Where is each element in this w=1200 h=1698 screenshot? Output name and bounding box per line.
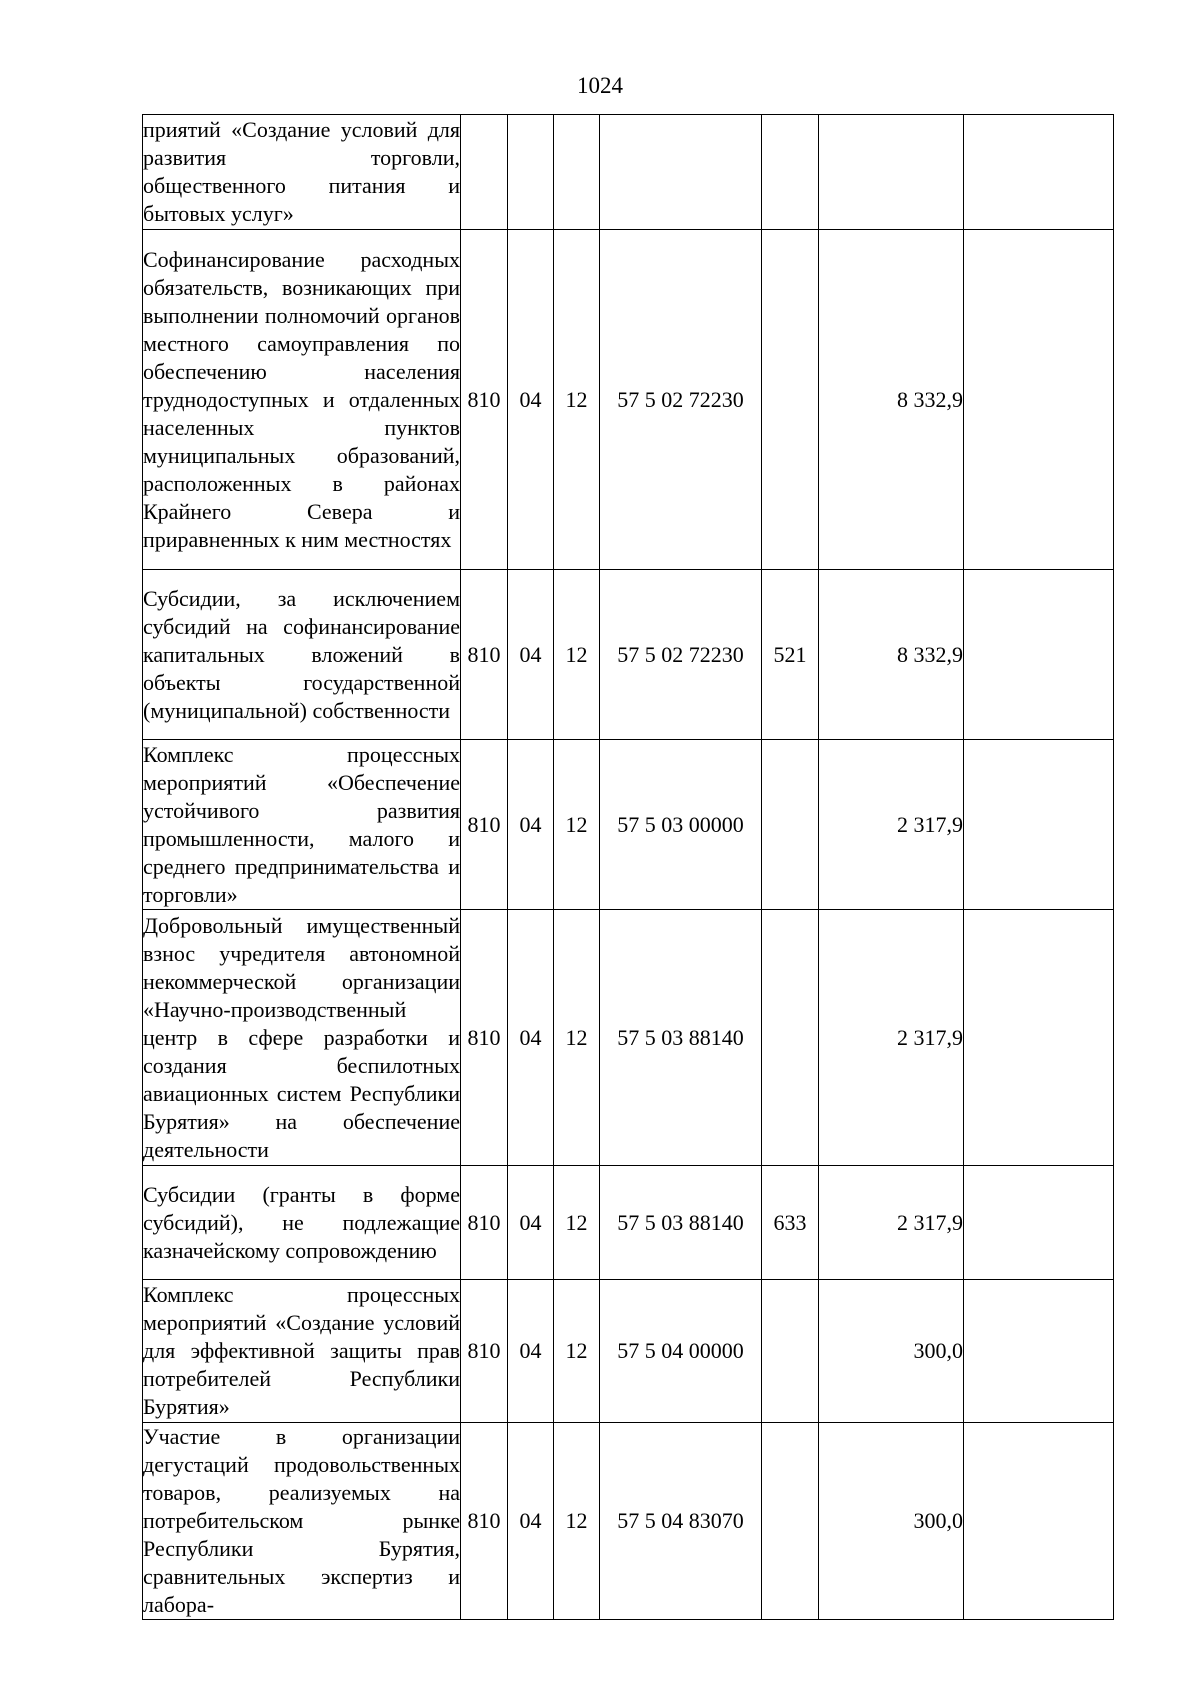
target-article: 57 5 04 83070 bbox=[600, 1423, 762, 1620]
extra-cell bbox=[964, 1166, 1114, 1280]
table-row bbox=[143, 910, 1114, 1166]
row-description: приятий «Создание условий для развития торговли, общественного питания и бытовых услуг» bbox=[143, 115, 461, 230]
expense-type bbox=[762, 115, 819, 230]
expense-type bbox=[762, 1423, 819, 1620]
section-code bbox=[508, 115, 554, 230]
table-row bbox=[143, 570, 1114, 740]
amount: 2 317,9 bbox=[819, 740, 964, 910]
target-article: 57 5 03 88140 bbox=[600, 910, 762, 1166]
subsection-code: 12 bbox=[554, 1423, 600, 1620]
expense-type bbox=[762, 230, 819, 570]
expense-type: 521 bbox=[762, 570, 819, 740]
section-code: 04 bbox=[508, 1280, 554, 1423]
table-row bbox=[143, 740, 1114, 910]
ministry-code: 810 bbox=[461, 910, 508, 1166]
target-article bbox=[600, 115, 762, 230]
extra-cell bbox=[964, 910, 1114, 1166]
ministry-code: 810 bbox=[461, 1280, 508, 1423]
row-description: Комплекс процессных мероприятий «Обеспечение устойчивого развития промышленности, малого и среднего предпринимательства и торговли» bbox=[143, 740, 461, 910]
row-description: Субсидии (гранты в форме субсидий), не подлежащие казначейскому сопровождению bbox=[143, 1166, 461, 1280]
budget-table bbox=[142, 114, 1114, 1620]
amount: 8 332,9 bbox=[819, 230, 964, 570]
page-number: 1024 bbox=[577, 73, 623, 98]
row-description: Комплекс процессных мероприятий «Создание условий для эффективной защиты прав потребителей Республики Бурятия» bbox=[143, 1280, 461, 1423]
table-row bbox=[143, 230, 1114, 570]
section-code: 04 bbox=[508, 1423, 554, 1620]
subsection-code bbox=[554, 115, 600, 230]
section-code: 04 bbox=[508, 1166, 554, 1280]
amount: 300,0 bbox=[819, 1280, 964, 1423]
expense-type: 633 bbox=[762, 1166, 819, 1280]
row-description: Участие в организации дегустаций продовольственных товаров, реализуемых на потребительском рынке Республики Бурятия, сравнительных экспертиз и лабора- bbox=[143, 1423, 461, 1620]
amount: 2 317,9 bbox=[819, 1166, 964, 1280]
target-article: 57 5 03 88140 bbox=[600, 1166, 762, 1280]
extra-cell bbox=[964, 230, 1114, 570]
ministry-code: 810 bbox=[461, 230, 508, 570]
amount bbox=[819, 115, 964, 230]
row-description: Добровольный имущественный взнос учредителя автономной некоммерческой организации «Научно-производственный центр в сфере разработки и создания беспилотных авиационных систем Республики Бурятия» на обеспечение деятельности bbox=[143, 910, 461, 1166]
row-description: Софинансирование расходных обязательств, возникающих при выполнении полномочий органов местного самоуправления по обеспечению населения труднодоступных и отдаленных населенных пунктов муниципальных образований, расположенных в районах Крайнего Севера и приравненных к ним местностях bbox=[143, 230, 461, 570]
ministry-code: 810 bbox=[461, 1166, 508, 1280]
extra-cell bbox=[964, 115, 1114, 230]
amount: 2 317,9 bbox=[819, 910, 964, 1166]
target-article: 57 5 02 72230 bbox=[600, 570, 762, 740]
extra-cell bbox=[964, 1280, 1114, 1423]
subsection-code: 12 bbox=[554, 1280, 600, 1423]
ministry-code: 810 bbox=[461, 570, 508, 740]
extra-cell bbox=[964, 570, 1114, 740]
ministry-code: 810 bbox=[461, 740, 508, 910]
target-article: 57 5 03 00000 bbox=[600, 740, 762, 910]
amount: 8 332,9 bbox=[819, 570, 964, 740]
expense-type bbox=[762, 1280, 819, 1423]
target-article: 57 5 04 00000 bbox=[600, 1280, 762, 1423]
extra-cell bbox=[964, 740, 1114, 910]
section-code: 04 bbox=[508, 740, 554, 910]
extra-cell bbox=[964, 1423, 1114, 1620]
section-code: 04 bbox=[508, 570, 554, 740]
expense-type bbox=[762, 740, 819, 910]
subsection-code: 12 bbox=[554, 910, 600, 1166]
section-code: 04 bbox=[508, 910, 554, 1166]
subsection-code: 12 bbox=[554, 230, 600, 570]
table-row bbox=[143, 1280, 1114, 1423]
subsection-code: 12 bbox=[554, 1166, 600, 1280]
row-description: Субсидии, за исключением субсидий на софинансирование капитальных вложений в объекты государственной (муниципальной) собственности bbox=[143, 570, 461, 740]
ministry-code bbox=[461, 115, 508, 230]
table-row bbox=[143, 1423, 1114, 1620]
table-row bbox=[143, 1166, 1114, 1280]
ministry-code: 810 bbox=[461, 1423, 508, 1620]
expense-type bbox=[762, 910, 819, 1166]
table-row bbox=[143, 115, 1114, 230]
amount: 300,0 bbox=[819, 1423, 964, 1620]
subsection-code: 12 bbox=[554, 570, 600, 740]
section-code: 04 bbox=[508, 230, 554, 570]
target-article: 57 5 02 72230 bbox=[600, 230, 762, 570]
subsection-code: 12 bbox=[554, 740, 600, 910]
